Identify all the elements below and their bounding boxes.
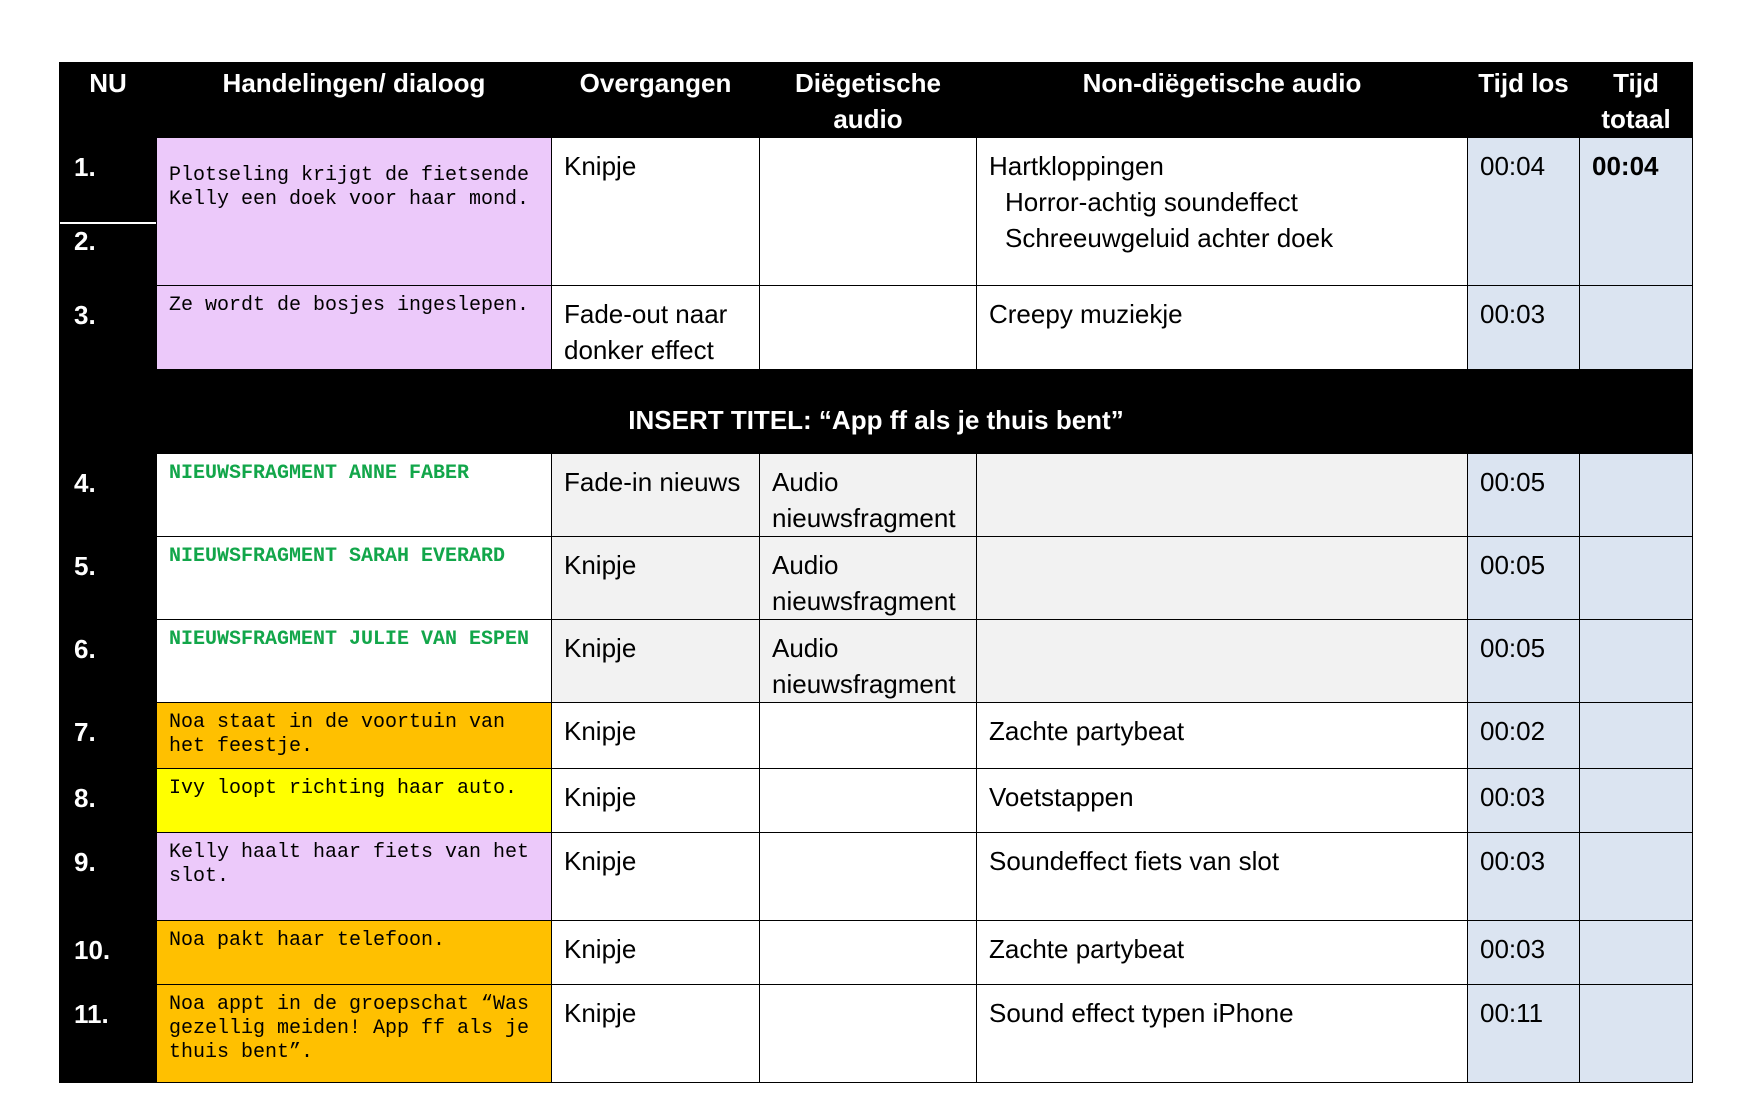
header-non-diegetische: Non-diëgetische audio <box>977 63 1468 138</box>
total-time-cell <box>1580 833 1693 921</box>
non-diegetic-cell: Zachte partybeat <box>977 703 1468 769</box>
row-number-2: 2. <box>74 226 96 256</box>
header-nu: NU <box>60 63 157 138</box>
table-row <box>60 454 1693 537</box>
row-number: 7. <box>60 703 157 769</box>
header-tijd-totaal: Tijd totaal <box>1580 63 1693 138</box>
diegetic-cell <box>760 769 977 833</box>
action-cell: Ivy loopt richting haar auto. <box>157 769 552 833</box>
diegetic-cell <box>760 286 977 370</box>
non-diegetic-line: Horror-achtig soundeffect <box>1005 187 1298 217</box>
non-diegetic-cell <box>977 454 1468 537</box>
transition-cell: Knipje <box>552 769 760 833</box>
non-diegetic-cell: Soundeffect fiets van slot <box>977 833 1468 921</box>
diegetic-cell <box>760 138 977 286</box>
non-diegetic-cell: Sound effect typen iPhone <box>977 985 1468 1083</box>
table-row <box>60 620 1693 703</box>
transition-cell: Knipje <box>552 703 760 769</box>
transition-cell: Fade-out naar donker effect <box>552 286 760 370</box>
row-number-1: 1. <box>74 152 96 182</box>
transition-cell: Knipje <box>552 620 760 703</box>
table-row <box>60 769 1693 833</box>
row-number: 3. <box>60 286 157 370</box>
diegetic-cell: Audio nieuwsfragment <box>760 454 977 537</box>
time-cell: 00:03 <box>1468 921 1580 985</box>
transition-cell: Fade-in nieuws <box>552 454 760 537</box>
row-number: 8. <box>60 769 157 833</box>
total-time-cell <box>1580 921 1693 985</box>
title-insert-row <box>60 370 1693 454</box>
action-cell: NIEUWSFRAGMENT JULIE VAN ESPEN <box>157 620 552 703</box>
diegetic-cell: Audio nieuwsfragment <box>760 620 977 703</box>
diegetic-cell <box>760 985 977 1083</box>
action-cell: Noa pakt haar telefoon. <box>157 921 552 985</box>
storyboard-table <box>59 62 1693 1083</box>
time-cell: 00:03 <box>1468 833 1580 921</box>
table-row <box>60 921 1693 985</box>
row-number: 10. <box>60 921 157 985</box>
header-diegetische: Diëgetische audio <box>760 63 977 138</box>
non-diegetic-cell <box>977 138 1468 286</box>
title-insert-banner: INSERT TITEL: “App ff als je thuis bent” <box>60 370 1693 454</box>
row-number <box>60 138 157 286</box>
total-time-cell: 00:04 <box>1580 138 1693 286</box>
total-time-cell <box>1580 286 1693 370</box>
row-number: 5. <box>60 537 157 620</box>
transition-cell: Knipje <box>552 985 760 1083</box>
action-cell: NIEUWSFRAGMENT SARAH EVERARD <box>157 537 552 620</box>
transition-cell: Knipje <box>552 833 760 921</box>
table-row <box>60 985 1693 1083</box>
row-number: 9. <box>60 833 157 921</box>
diegetic-cell <box>760 921 977 985</box>
time-cell: 00:02 <box>1468 703 1580 769</box>
row-number: 4. <box>60 454 157 537</box>
non-diegetic-cell: Creepy muziekje <box>977 286 1468 370</box>
transition-cell: Knipje <box>552 138 760 286</box>
time-cell: 00:11 <box>1468 985 1580 1083</box>
non-diegetic-cell <box>977 537 1468 620</box>
total-time-cell <box>1580 454 1693 537</box>
row-divider <box>60 222 156 224</box>
total-time-cell <box>1580 537 1693 620</box>
total-time-cell <box>1580 769 1693 833</box>
row-number: 6. <box>60 620 157 703</box>
table-row <box>60 703 1693 769</box>
diegetic-cell: Audio nieuwsfragment <box>760 537 977 620</box>
action-cell: Ze wordt de bosjes ingeslepen. <box>157 286 552 370</box>
diegetic-cell <box>760 833 977 921</box>
header-overgangen: Overgangen <box>552 63 760 138</box>
total-time-cell <box>1580 985 1693 1083</box>
table-row <box>60 537 1693 620</box>
row-number: 11. <box>60 985 157 1083</box>
action-cell: Noa staat in de voortuin van het feestje. <box>157 703 552 769</box>
non-diegetic-line: Schreeuwgeluid achter doek <box>1005 223 1334 253</box>
action-cell: NIEUWSFRAGMENT ANNE FABER <box>157 454 552 537</box>
diegetic-cell <box>760 703 977 769</box>
transition-cell: Knipje <box>552 921 760 985</box>
table-row <box>60 833 1693 921</box>
time-cell: 00:03 <box>1468 769 1580 833</box>
action-cell: Noa appt in de groepschat “Was gezellig meiden! App ff als je thuis bent”. <box>157 985 552 1083</box>
action-cell: Kelly haalt haar fiets van het slot. <box>157 833 552 921</box>
header-row <box>60 63 1693 138</box>
header-tijd-los: Tijd los <box>1468 63 1580 138</box>
time-cell: 00:05 <box>1468 454 1580 537</box>
non-diegetic-line: Hartkloppingen <box>989 151 1164 181</box>
time-cell: 00:05 <box>1468 537 1580 620</box>
total-time-cell <box>1580 620 1693 703</box>
time-cell: 00:05 <box>1468 620 1580 703</box>
table-row <box>60 286 1693 370</box>
total-time-cell <box>1580 703 1693 769</box>
non-diegetic-cell <box>977 620 1468 703</box>
time-cell: 00:03 <box>1468 286 1580 370</box>
header-handelingen: Handelingen/ dialoog <box>157 63 552 138</box>
transition-cell: Knipje <box>552 537 760 620</box>
non-diegetic-cell: Voetstappen <box>977 769 1468 833</box>
table-row <box>60 138 1693 286</box>
time-cell: 00:04 <box>1468 138 1580 286</box>
non-diegetic-cell: Zachte partybeat <box>977 921 1468 985</box>
action-cell: Plotseling krijgt de fietsende Kelly een doek voor haar mond. <box>157 138 552 286</box>
